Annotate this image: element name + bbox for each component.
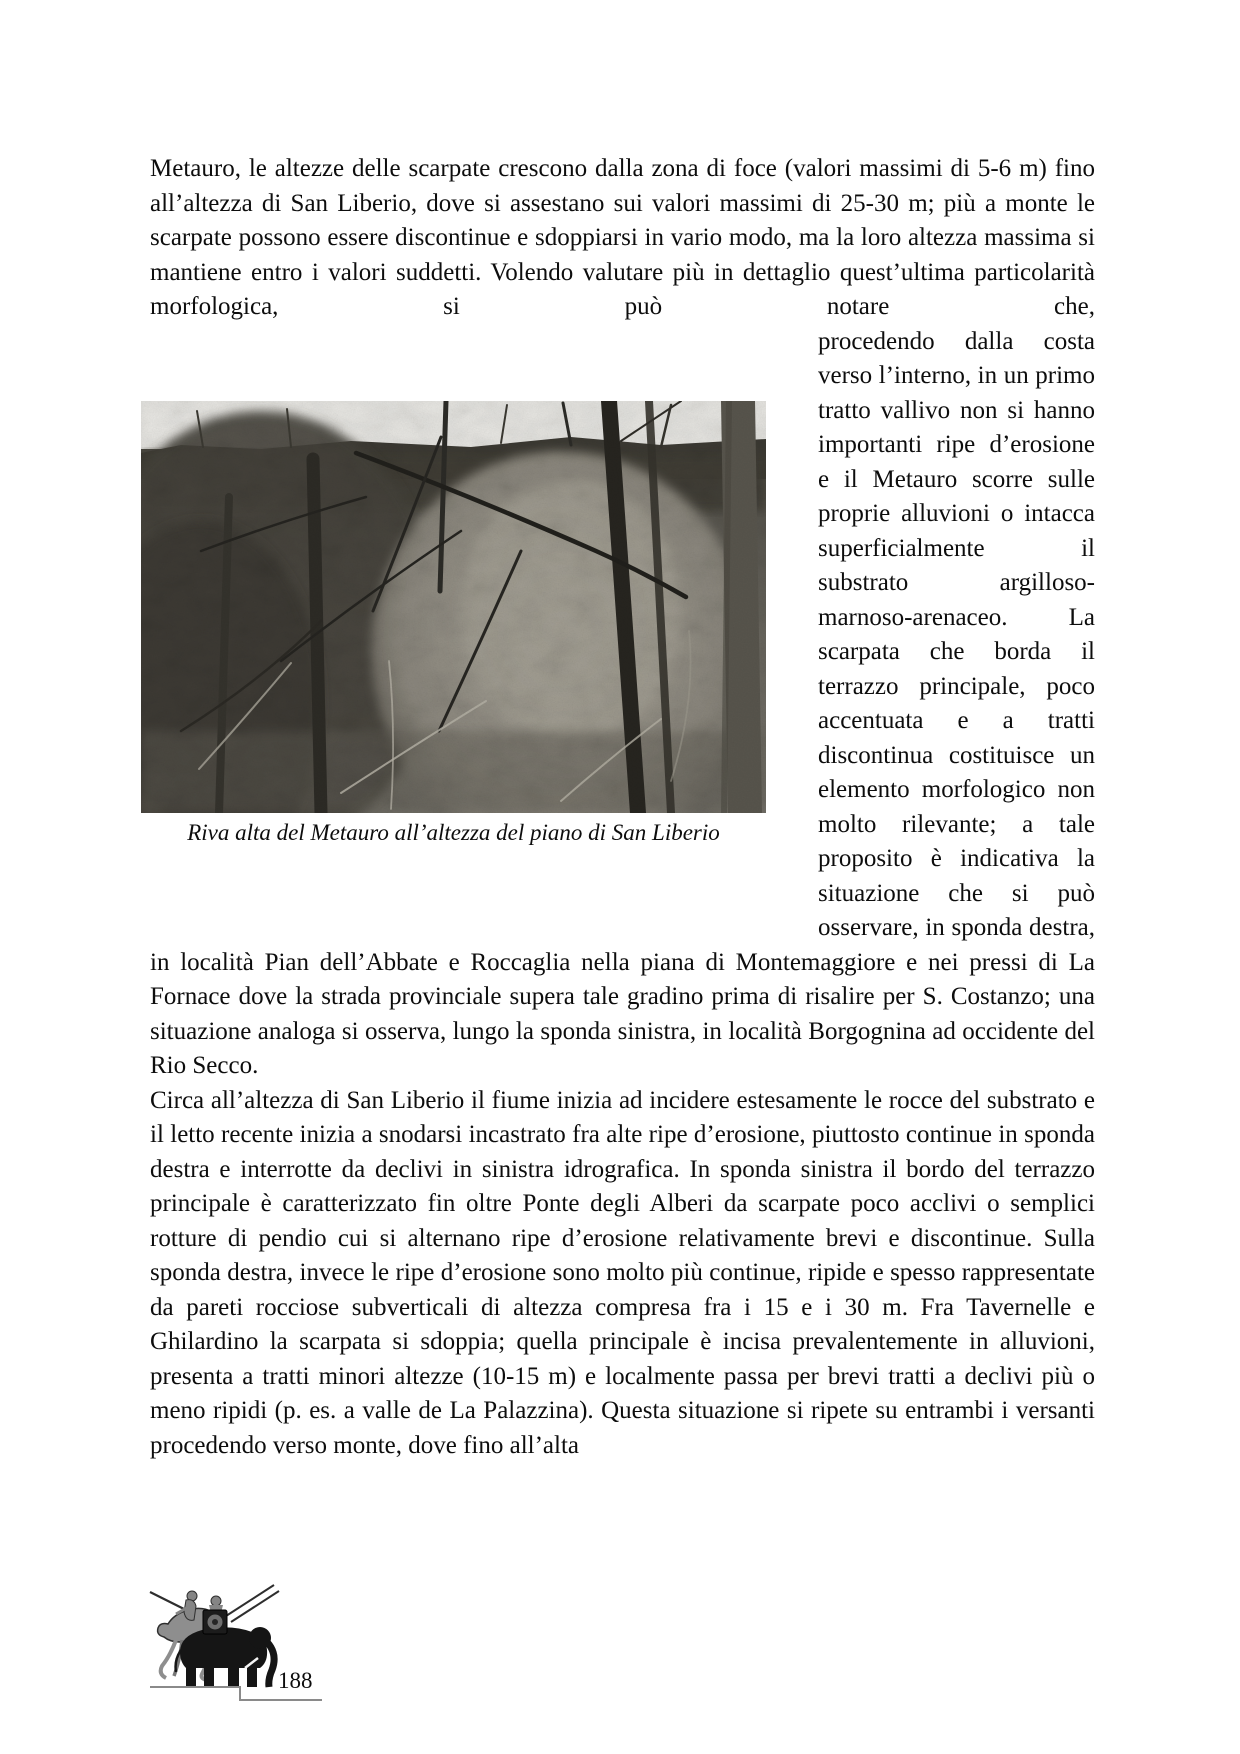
paragraph-intro: Metauro, le altezze delle scarpate crescono dalla zona di foce (valori massimi di 5-6 m) fino all’altezza di San Liberio, dove si assestano sui valori massimi di 25-30 m; più a monte le scarpate possono essere discontinue e sdoppiarsi in vario modo, ma la loro altezza massima si mantiene entro i valori suddetti. Volendo valutare più in dettaglio quest’ultima particolarità morfologica, si può notare che, [150, 155, 1095, 320]
publisher-logo-elephant-icon [146, 1580, 346, 1705]
page-number: 188 [278, 1668, 313, 1693]
figure-riverbank [141, 401, 766, 925]
paragraph-second: Circa all’altezza di San Liberio il fiume inizia ad incidere estesamente le rocce del substrato e il letto recente inizia a snodarsi incastrato fra alte ripe d’erosione, piuttosto continue in sponda destra e interrotte da declivi in sinistra idrografica. In sponda sinistra il bordo del terrazzo principale è caratterizzato fin oltre Ponte degli Alberi da scarpate poco acclivi o semplici rotture di pendio cui si alternano ripe d’erosione relativamente brevi e discontinue. Sulla sponda destra, invece le ripe d’erosione sono molto più continue, ripide e spesso rappresentate da pareti rocciose subverticali di altezza compresa fra i 15 e i 30 m. Fra Tavernelle e Ghilardino la scarpata si sdoppia; quella principale è incisa prevalentemente in alluvioni, presenta a tratti minori altezze (10-15 m) e localmente passa per brevi tratti a declivi più o meno ripidi (p. es. a valle de La Palazzina). Questa situazione si ripete su entrambi i versanti procedendo verso monte, dove fino all’alta [150, 1086, 1095, 1459]
page-text-block [150, 152, 1095, 1463]
riverbank-photo [141, 401, 766, 813]
riverbank-photo-illustration [141, 401, 766, 813]
figure-caption: Riva alta del Metauro all’altezza del piano di San Liberio [187, 819, 720, 845]
paragraph-wrap: procedendo dalla costa verso l’interno, in un primo tratto vallivo non si hanno importanti ripe d’erosione e il Metauro scorre sulle proprie alluvioni o intacca superficialmente il substrato argilloso-marnoso-arenaceo. La scarpata che borda il terrazzo principale, poco accentuata e a tratti discontinua costituisce un elemento morfologico non molto rilevante; a tale proposito è indicativa la situazione che si può osservare, in sponda destra, in località Pian dell’Abbate e Roccaglia nella piana di Montemaggiore e nei pressi di La Fornace dove la strada provinciale supera tale gradino prima di risalire per S. Costanzo; una situazione analoga si osserva, lungo la sponda sinistra, in località Borgognina ad occidente del Rio Secco. [150, 327, 1095, 1079]
